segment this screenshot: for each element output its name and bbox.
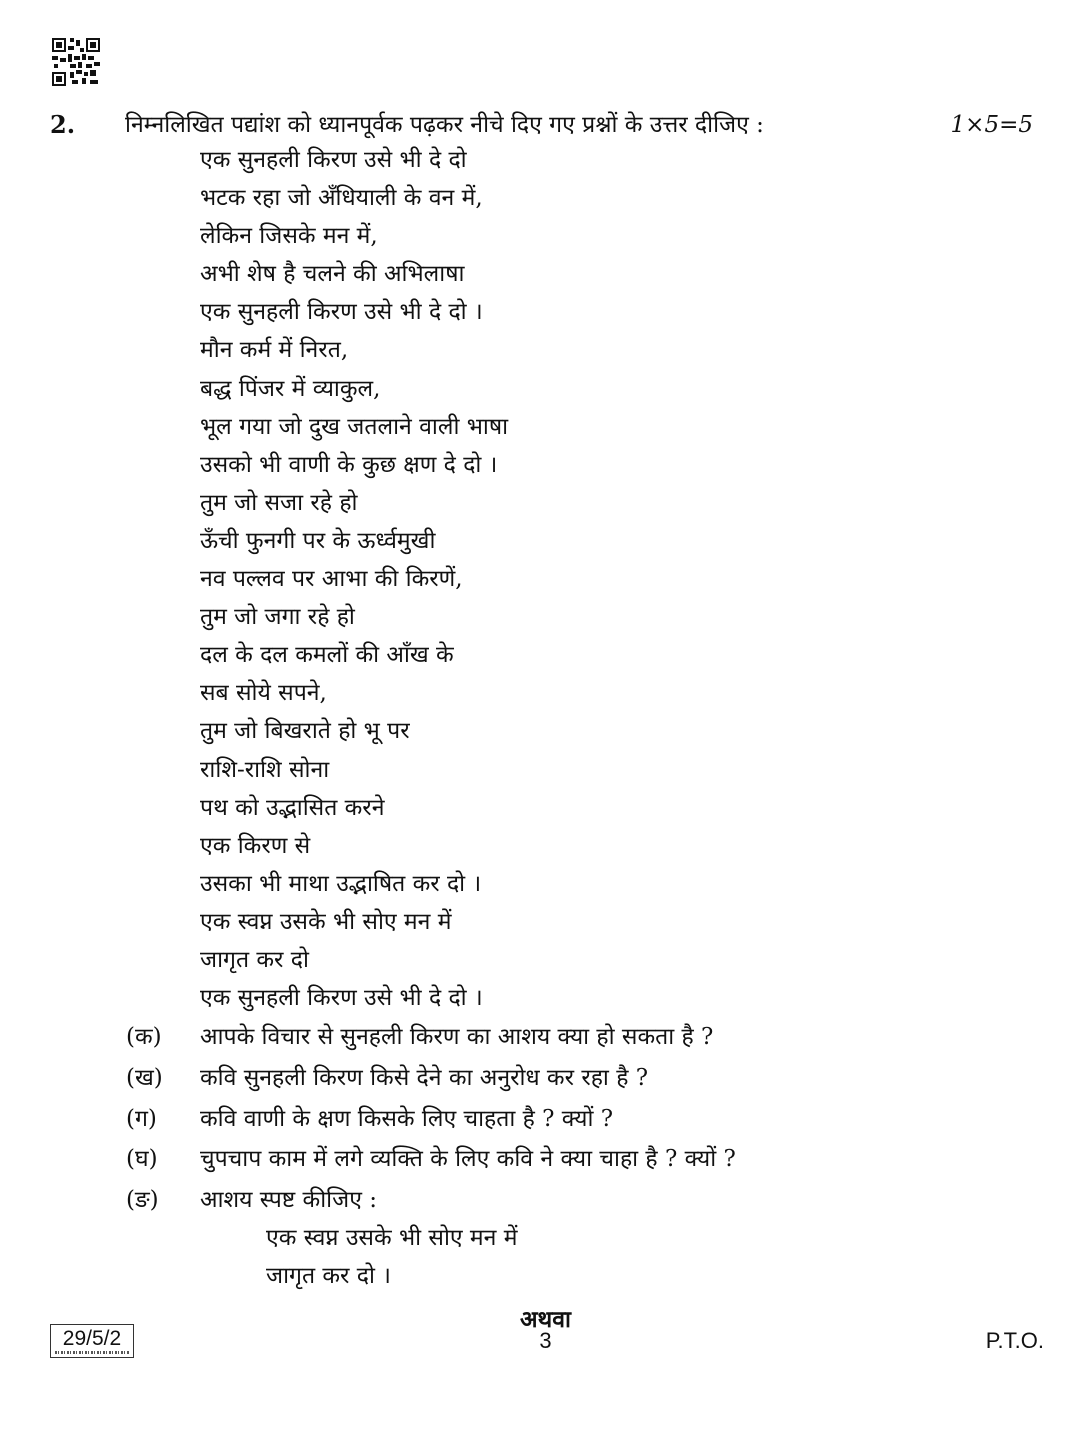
subquestion-label: (ख) xyxy=(126,1064,163,1091)
poem-line: तुम जो सजा रहे हो xyxy=(200,489,358,516)
poem-line: एक किरण से xyxy=(200,832,311,859)
subquestion-text: आपके विचार से सुनहली किरण का आशय क्या हो सकता है ? xyxy=(200,1024,714,1050)
poem-line: उसको भी वाणी के कुछ क्षण दे दो । xyxy=(200,451,498,478)
subquestion-item xyxy=(126,1102,1026,1143)
subquestion-item xyxy=(126,1183,1026,1224)
question-marks: 1×5=5 xyxy=(950,112,1033,138)
poem-line: एक सुनहली किरण उसे भी दे दो । xyxy=(200,299,483,326)
page-number: 3 xyxy=(539,1328,552,1353)
poem-line: ऊँची फुनगी पर के ऊर्ध्वमुखी xyxy=(200,527,436,554)
qr-code-icon xyxy=(52,38,100,86)
subquestion-text: चुपचाप काम में लगे व्यक्ति के लिए कवि ने क्या चाहा है ? क्यों ? xyxy=(200,1146,736,1173)
poem-line: जागृत कर दो xyxy=(200,946,309,973)
pto-label: P.T.O. xyxy=(985,1328,1044,1353)
poem-line: दल के दल कमलों की आँख के xyxy=(200,642,454,669)
or-heading-text: अथवा xyxy=(519,1306,571,1333)
poem-line: भूल गया जो दुख जतलाने वाली भाषा xyxy=(200,413,509,440)
poem-line: मौन कर्म में निरत, xyxy=(200,337,349,364)
poem-line: भटक रहा जो अँधियाली के वन में, xyxy=(200,185,483,212)
poem-line: सब सोये सपने, xyxy=(200,680,327,707)
subquestion-text: कवि वाणी के क्षण किसके लिए चाहता है ? क्यों ? xyxy=(200,1105,614,1132)
poem-line: बद्ध पिंजर में व्याकुल, xyxy=(200,375,381,402)
subquestion-list xyxy=(126,1020,1026,1224)
subquestion-label: (क) xyxy=(126,1024,162,1050)
subquestion-item xyxy=(126,1061,1026,1102)
poem-line: राशि-राशि सोना xyxy=(200,756,330,783)
subquestion-text: आशय स्पष्ट कीजिए : xyxy=(200,1187,377,1214)
poem-line: अभी शेष है चलने की अभिलाषा xyxy=(200,261,465,288)
poem-line: लेकिन जिसके मन में, xyxy=(200,223,378,250)
poem-passage xyxy=(200,143,800,1019)
quote-line: एक स्वप्न उसके भी सोए मन में xyxy=(266,1225,518,1251)
subquestion-label: (ग) xyxy=(126,1105,157,1132)
poem-line: नव पल्लव पर आभा की किरणें, xyxy=(200,566,463,593)
quoted-lines xyxy=(266,1221,518,1297)
subquestion-item xyxy=(126,1020,1026,1061)
poem-line: एक सुनहली किरण उसे भी दे दो । xyxy=(200,985,483,1012)
question-number: 2. xyxy=(50,110,76,139)
paper-code: 29/5/2 xyxy=(62,1327,122,1350)
subquestion-text: कवि सुनहली किरण किसे देने का अनुरोध कर रहा है ? xyxy=(200,1064,649,1091)
question-instruction: निम्नलिखित पद्यांश को ध्यानपूर्वक पढ़कर नीचे दिए गए प्रश्नों के उत्तर दीजिए : xyxy=(125,112,764,138)
poem-line: तुम जो बिखराते हो भू पर xyxy=(200,718,410,745)
subquestion-label: (ङ) xyxy=(126,1187,159,1214)
poem-line: एक सुनहली किरण उसे भी दे दो xyxy=(200,147,467,173)
poem-line: पथ को उद्भासित करने xyxy=(200,794,385,821)
quote-line: जागृत कर दो । xyxy=(266,1263,391,1289)
subquestion-label: (घ) xyxy=(126,1146,158,1173)
poem-line: तुम जो जगा रहे हो xyxy=(200,604,355,631)
poem-line: एक स्वप्न उसके भी सोए मन में xyxy=(200,908,452,935)
poem-line: उसका भी माथा उद्भाषित कर दो । xyxy=(200,870,482,897)
subquestion-item xyxy=(126,1142,1026,1183)
